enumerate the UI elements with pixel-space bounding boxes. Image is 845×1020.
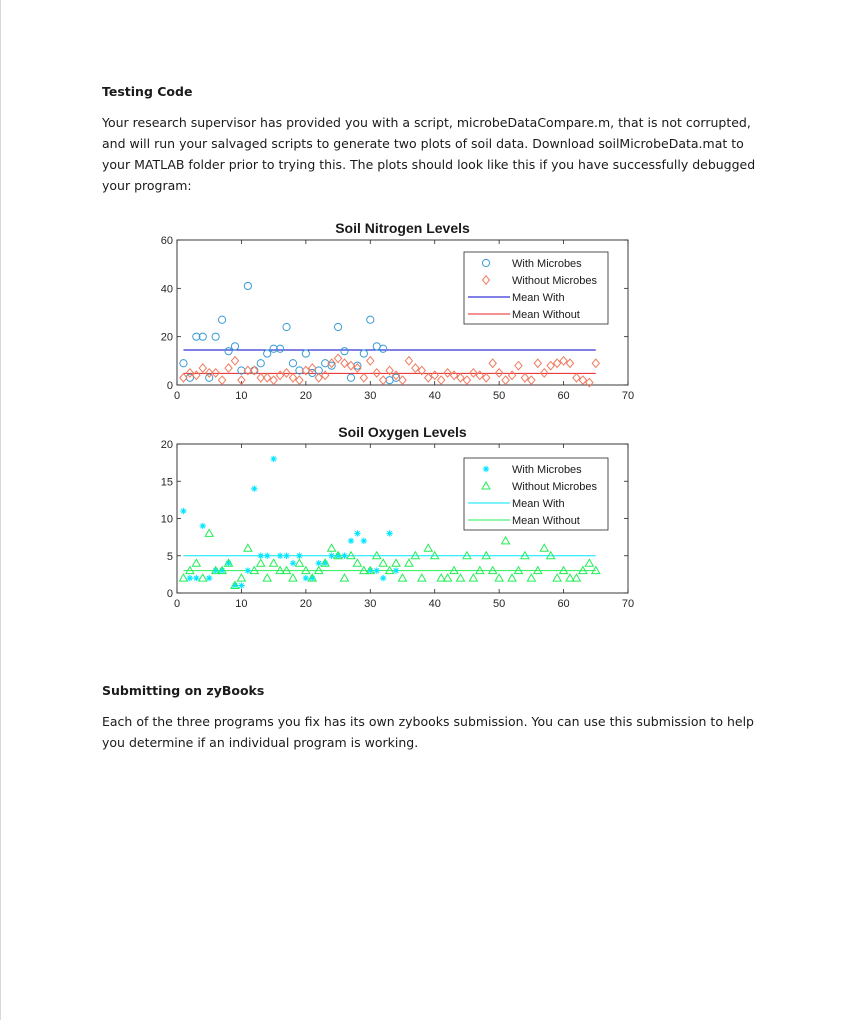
y-tick-label: 0 [166, 380, 173, 392]
x-tick-label: 50 [493, 598, 506, 610]
figure-svg [140, 216, 640, 616]
x-tick-label: 40 [428, 598, 441, 610]
data-point [386, 530, 392, 536]
x-tick-label: 70 [621, 598, 635, 610]
legend-label: Without Microbes [512, 481, 597, 493]
x-tick-label: 60 [557, 390, 570, 402]
matlab-figure [140, 216, 640, 620]
legend-label: Without Microbes [512, 275, 597, 287]
x-tick-label: 40 [428, 390, 441, 402]
data-point [303, 575, 309, 581]
section-heading-testing-code: Testing Code [102, 84, 193, 99]
chart-title: Soil Oxygen Levels [338, 424, 467, 440]
chart-2 [161, 424, 634, 610]
x-tick-label: 10 [235, 598, 248, 610]
y-tick-label: 15 [160, 476, 173, 489]
data-point [245, 567, 251, 573]
x-tick-label: 0 [173, 390, 181, 402]
y-tick-label: 40 [160, 283, 173, 296]
x-tick-label: 50 [493, 390, 506, 402]
chart-legend [464, 252, 608, 324]
data-point [393, 567, 399, 573]
data-point [380, 575, 386, 581]
y-tick-label: 60 [160, 235, 173, 247]
chart-title: Soil Nitrogen Levels [335, 220, 470, 236]
data-point [354, 530, 360, 536]
y-tick-label: 20 [160, 439, 173, 451]
x-tick-label: 20 [299, 598, 312, 610]
data-point [206, 575, 212, 581]
x-tick-label: 20 [299, 390, 312, 402]
legend-label: Mean Without [512, 515, 580, 527]
data-point [187, 575, 193, 581]
chart-1 [161, 220, 634, 402]
paragraph-testing-code: Your research supervisor has provided you with a script, microbeDataCompare.m, that is not corrupted, and will run your salvaged scripts to generate two plots of soil data. Download soilMicrobeData.mat to your MATLAB folder prior to trying this. The plots should look like this if you have successfully debugged your program: [102, 115, 756, 193]
data-point [374, 567, 380, 573]
data-point [328, 553, 334, 559]
x-tick-label: 70 [621, 390, 635, 402]
section-heading-submitting: Submitting on zyBooks [102, 683, 265, 698]
paragraph-submitting: Each of the three programs you fix has its own zybooks submission. You can use this submission to help you determine if an individual program is working. [102, 714, 754, 750]
chart-legend [464, 458, 608, 530]
data-point [193, 575, 199, 581]
legend-label: Mean Without [512, 309, 580, 321]
legend-label: With Microbes [512, 258, 582, 270]
legend-label: With Microbes [512, 464, 582, 476]
page-left-edge [0, 0, 1, 1020]
data-point [361, 538, 367, 544]
y-tick-label: 0 [166, 588, 173, 600]
x-tick-label: 10 [235, 390, 248, 402]
y-tick-label: 20 [160, 331, 173, 344]
legend-label: Mean With [512, 498, 565, 510]
data-point [200, 523, 206, 529]
x-tick-label: 30 [364, 598, 377, 610]
x-tick-label: 0 [173, 598, 181, 610]
data-point [348, 538, 354, 544]
legend-label: Mean With [512, 292, 565, 304]
y-tick-label: 10 [160, 513, 173, 526]
y-tick-label: 5 [166, 550, 173, 563]
x-tick-label: 30 [364, 390, 377, 402]
x-tick-label: 60 [557, 598, 570, 610]
